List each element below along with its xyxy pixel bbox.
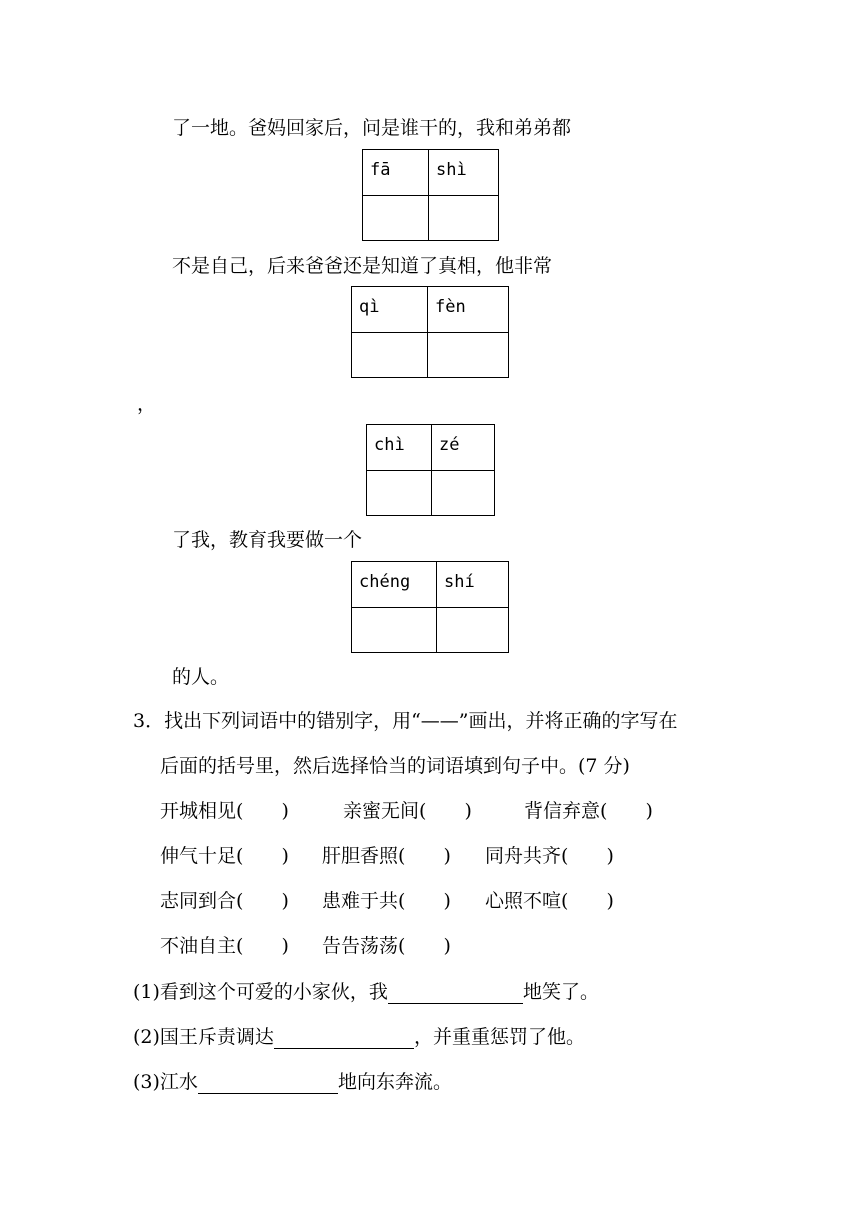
answer-blank[interactable] — [388, 985, 523, 1004]
question-number: 3． — [133, 710, 165, 732]
sentence-number: (1) — [133, 981, 160, 1003]
pinyin-text: qì — [352, 287, 428, 333]
pinyin-box-fashi — [362, 149, 499, 241]
story-line-2: 不是自己，后来爸爸还是知道了真相，他非常 — [172, 255, 553, 277]
answer-cell[interactable] — [352, 333, 428, 377]
word: 同舟共齐 — [485, 845, 562, 867]
answer-cell[interactable] — [428, 333, 508, 377]
word-row-4: 不油自主( ) — [160, 935, 289, 957]
story-line-1: 了一地。爸妈回家后，问是谁干的，我和弟弟都 — [172, 117, 572, 139]
answer-cell[interactable] — [429, 196, 498, 240]
prompt-text: 找出下列词语中的错别字，用“——”画出，并将正确的字写在 — [164, 710, 678, 732]
word: 告告荡荡 — [322, 935, 399, 957]
pinyin-text: fèn — [428, 287, 508, 333]
word: 患难于共 — [322, 890, 399, 912]
word: 伸气十足 — [160, 845, 237, 867]
word-row-2-b: 肝胆香照( ) — [322, 845, 451, 867]
word-row-3: 志同到合( ) — [160, 890, 289, 912]
sentence-number: (3) — [133, 1071, 160, 1093]
pinyin-text: chéng — [352, 562, 437, 608]
pinyin-box-chengshi — [351, 561, 509, 653]
word: 背信弃意 — [524, 800, 601, 822]
word: 开城相见 — [160, 800, 237, 822]
pinyin-text: zé — [432, 425, 494, 471]
word: 不油自主 — [160, 935, 237, 957]
word-row-2: 伸气十足( ) — [160, 845, 289, 867]
answer-cell[interactable] — [363, 196, 429, 240]
word-row-3-b: 患难于共( ) — [322, 890, 451, 912]
question-3-prompt-line-2: 后面的括号里，然后选择恰当的词语填到句子中。(7 分) — [160, 755, 630, 777]
answer-cell[interactable] — [437, 608, 508, 652]
word-row-4-b: 告告荡荡( ) — [322, 935, 451, 957]
word-row-1-c: 背信弃意( ) — [524, 800, 653, 822]
story-line-4: 的人。 — [172, 666, 230, 688]
pinyin-text: shí — [437, 562, 508, 608]
question-3-prompt — [133, 709, 678, 733]
word-row-2-c: 同舟共齐( ) — [485, 845, 614, 867]
story-comma: ， — [137, 393, 157, 415]
answer-blank[interactable] — [198, 1075, 338, 1094]
word: 心照不喧 — [485, 890, 562, 912]
word-row-1-b: 亲蜜无间( ) — [343, 800, 472, 822]
answer-cell[interactable] — [432, 471, 494, 515]
answer-cell[interactable] — [367, 471, 432, 515]
sentence-1: (1)看到这个可爱的小家伙，我 地笑了。 — [133, 981, 599, 1003]
pinyin-text: fā — [363, 150, 429, 196]
word: 肝胆香照 — [322, 845, 399, 867]
sentence-2: (2)国王斥责调达 ，并重重惩罚了他。 — [133, 1026, 585, 1048]
pinyin-box-qifen — [351, 286, 509, 378]
word-row-3-c: 心照不喧( ) — [485, 890, 614, 912]
answer-blank[interactable] — [274, 1030, 414, 1049]
word-row-1: 开城相见( ) — [160, 800, 289, 822]
pinyin-text: shì — [429, 150, 498, 196]
pinyin-box-chize — [366, 424, 495, 516]
sentence-3: (3)江水 地向东奔流。 — [133, 1071, 452, 1093]
pinyin-text: chì — [367, 425, 432, 471]
word: 亲蜜无间 — [343, 800, 420, 822]
word: 志同到合 — [160, 890, 237, 912]
sentence-number: (2) — [133, 1026, 160, 1048]
answer-cell[interactable] — [352, 608, 437, 652]
story-line-3: 了我，教育我要做一个 — [172, 529, 363, 551]
